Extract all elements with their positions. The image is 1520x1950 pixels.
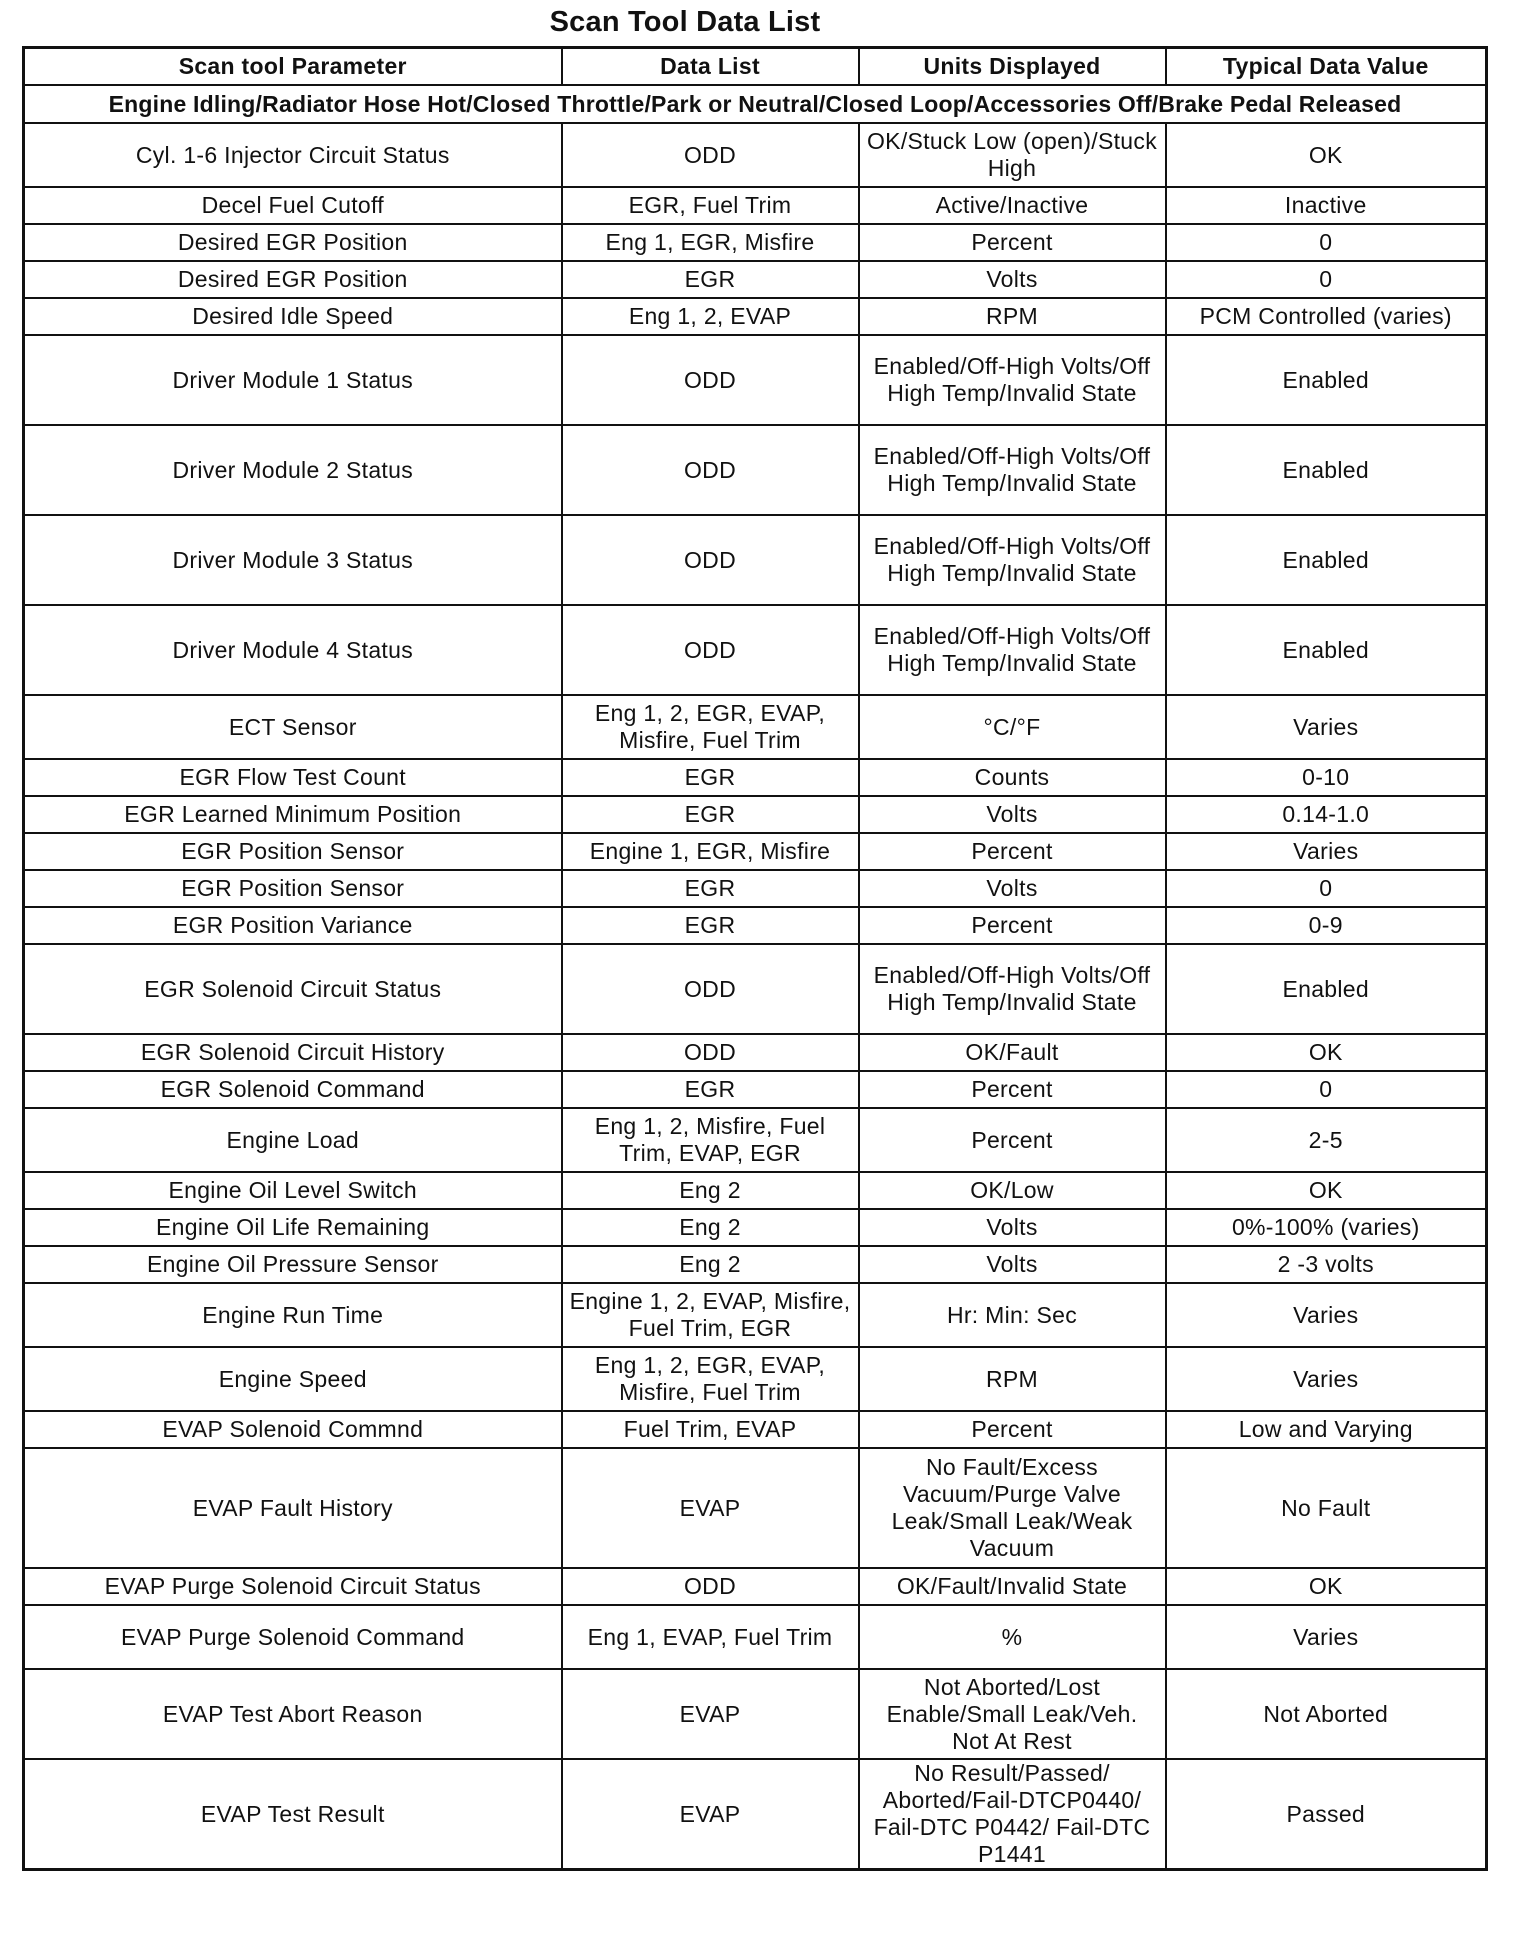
parameter-cell: EGR Solenoid Command [24,1071,562,1108]
typical-value-cell: OK [1166,123,1487,187]
units-displayed-cell: Volts [859,261,1166,298]
units-displayed-cell: Enabled/Off-High Volts/Off High Temp/Invalid State [859,944,1166,1034]
units-displayed-cell: Percent [859,224,1166,261]
parameter-cell: Driver Module 4 Status [24,605,562,695]
data-list-cell: Eng 1, 2, EVAP [562,298,859,335]
table-row [24,224,1487,261]
data-list-cell: Engine 1, 2, EVAP, Misfire, Fuel Trim, EGR [562,1283,859,1347]
table-row [24,1605,1487,1669]
units-displayed-cell: Counts [859,759,1166,796]
table-row [24,1034,1487,1071]
units-displayed-cell: OK/Stuck Low (open)/Stuck High [859,123,1166,187]
data-list-cell: ODD [562,944,859,1034]
units-displayed-cell: Not Aborted/Lost Enable/Small Leak/Veh. Not At Rest [859,1669,1166,1759]
units-displayed-cell: Percent [859,833,1166,870]
units-displayed-cell: OK/Fault [859,1034,1166,1071]
data-list-cell: EVAP [562,1759,859,1870]
data-list-cell: Eng 1, EGR, Misfire [562,224,859,261]
table-row [24,123,1487,187]
units-displayed-cell: Hr: Min: Sec [859,1283,1166,1347]
table-row [24,298,1487,335]
units-displayed-cell: Percent [859,1108,1166,1172]
units-displayed-cell: OK/Low [859,1172,1166,1209]
table-row [24,695,1487,759]
table-row [24,605,1487,695]
parameter-cell: Engine Speed [24,1347,562,1411]
parameter-cell: EGR Position Variance [24,907,562,944]
typical-value-cell: Enabled [1166,944,1487,1034]
header-scan-tool-parameter: Scan tool Parameter [24,48,562,86]
data-list-cell: Fuel Trim, EVAP [562,1411,859,1448]
units-displayed-cell: Volts [859,796,1166,833]
table-row [24,1108,1487,1172]
data-list-cell: EGR [562,1071,859,1108]
table-row [24,907,1487,944]
table-row [24,1568,1487,1605]
data-list-cell: Eng 2 [562,1209,859,1246]
parameter-cell: Engine Oil Level Switch [24,1172,562,1209]
typical-value-cell: 0 [1166,224,1487,261]
parameter-cell: ECT Sensor [24,695,562,759]
typical-value-cell: 2-5 [1166,1108,1487,1172]
data-list-cell: ODD [562,123,859,187]
table-row [24,759,1487,796]
data-list-cell: Eng 1, EVAP, Fuel Trim [562,1605,859,1669]
typical-value-cell: Varies [1166,1347,1487,1411]
typical-value-cell: Varies [1166,833,1487,870]
typical-value-cell: Enabled [1166,425,1487,515]
table-row [24,1347,1487,1411]
parameter-cell: Driver Module 1 Status [24,335,562,425]
parameter-cell: EGR Position Sensor [24,833,562,870]
typical-value-cell: OK [1166,1034,1487,1071]
data-list-cell: EGR, Fuel Trim [562,187,859,224]
data-list-cell: Eng 1, 2, EGR, EVAP, Misfire, Fuel Trim [562,695,859,759]
typical-value-cell: Enabled [1166,515,1487,605]
parameter-cell: EGR Learned Minimum Position [24,796,562,833]
data-list-cell: ODD [562,335,859,425]
data-list-cell: ODD [562,1034,859,1071]
typical-value-cell: Varies [1166,1283,1487,1347]
units-displayed-cell: RPM [859,1347,1166,1411]
parameter-cell: Engine Oil Life Remaining [24,1209,562,1246]
parameter-cell: Cyl. 1-6 Injector Circuit Status [24,123,562,187]
data-list-cell: EGR [562,907,859,944]
table-row [24,1172,1487,1209]
table-row [24,261,1487,298]
table-row [24,1246,1487,1283]
condition-row [24,85,1487,123]
units-displayed-cell: RPM [859,298,1166,335]
typical-value-cell: Not Aborted [1166,1669,1487,1759]
units-displayed-cell: °C/°F [859,695,1166,759]
parameter-cell: EGR Solenoid Circuit History [24,1034,562,1071]
parameter-cell: Desired EGR Position [24,224,562,261]
parameter-cell: EGR Position Sensor [24,870,562,907]
parameter-cell: EVAP Fault History [24,1448,562,1568]
typical-value-cell: Inactive [1166,187,1487,224]
typical-value-cell: 0 [1166,261,1487,298]
units-displayed-cell: Volts [859,870,1166,907]
data-list-cell: EGR [562,796,859,833]
header-row [24,48,1487,86]
units-displayed-cell: OK/Fault/Invalid State [859,1568,1166,1605]
typical-value-cell: 2 -3 volts [1166,1246,1487,1283]
table-body [24,85,1487,1870]
table-row [24,944,1487,1034]
header-typical-data-value: Typical Data Value [1166,48,1487,86]
parameter-cell: Desired EGR Position [24,261,562,298]
parameter-cell: EVAP Test Result [24,1759,562,1870]
data-list-cell: Eng 1, 2, Misfire, Fuel Trim, EVAP, EGR [562,1108,859,1172]
data-list-cell: ODD [562,1568,859,1605]
typical-value-cell: Enabled [1166,605,1487,695]
units-displayed-cell: Percent [859,1411,1166,1448]
units-displayed-cell: No Fault/Excess Vacuum/Purge Valve Leak/Small Leak/Weak Vacuum [859,1448,1166,1568]
data-list-cell: EGR [562,261,859,298]
header-data-list: Data List [562,48,859,86]
parameter-cell: Engine Load [24,1108,562,1172]
data-list-cell: EVAP [562,1448,859,1568]
operating-conditions: Engine Idling/Radiator Hose Hot/Closed Throttle/Park or Neutral/Closed Loop/Accessories Off/Brake Pedal Released [24,85,1487,123]
header-units-displayed: Units Displayed [859,48,1166,86]
parameter-cell: Engine Run Time [24,1283,562,1347]
parameter-cell: Engine Oil Pressure Sensor [24,1246,562,1283]
units-displayed-cell: Volts [859,1246,1166,1283]
parameter-cell: EGR Solenoid Circuit Status [24,944,562,1034]
data-list-cell: ODD [562,425,859,515]
page-title: Scan Tool Data List [549,6,821,38]
data-list-cell: EGR [562,870,859,907]
table-row [24,796,1487,833]
units-displayed-cell: Percent [859,1071,1166,1108]
data-list-cell: Eng 1, 2, EGR, EVAP, Misfire, Fuel Trim [562,1347,859,1411]
data-list-cell: Eng 2 [562,1246,859,1283]
units-displayed-cell: Enabled/Off-High Volts/Off High Temp/Invalid State [859,335,1166,425]
units-displayed-cell: Enabled/Off-High Volts/Off High Temp/Invalid State [859,515,1166,605]
units-displayed-cell: % [859,1605,1166,1669]
typical-value-cell: 0 [1166,1071,1487,1108]
typical-value-cell: Varies [1166,1605,1487,1669]
table-row [24,187,1487,224]
table-row [24,1283,1487,1347]
data-list-cell: EGR [562,759,859,796]
table-row [24,833,1487,870]
typical-value-cell: 0-9 [1166,907,1487,944]
typical-value-cell: 0 [1166,870,1487,907]
typical-value-cell: 0-10 [1166,759,1487,796]
table-row [24,515,1487,605]
table-row [24,1071,1487,1108]
typical-value-cell: No Fault [1166,1448,1487,1568]
table-row [24,1411,1487,1448]
table-row [24,335,1487,425]
typical-value-cell: Low and Varying [1166,1411,1487,1448]
parameter-cell: Desired Idle Speed [24,298,562,335]
data-list-cell: Engine 1, EGR, Misfire [562,833,859,870]
units-displayed-cell: Enabled/Off-High Volts/Off High Temp/Invalid State [859,605,1166,695]
data-list-cell: ODD [562,605,859,695]
typical-value-cell: OK [1166,1172,1487,1209]
typical-value-cell: 0%-100% (varies) [1166,1209,1487,1246]
typical-value-cell: OK [1166,1568,1487,1605]
units-displayed-cell: Enabled/Off-High Volts/Off High Temp/Invalid State [859,425,1166,515]
data-list-cell: EVAP [562,1669,859,1759]
typical-value-cell: Varies [1166,695,1487,759]
table-row [24,425,1487,515]
parameter-cell: Driver Module 2 Status [24,425,562,515]
units-displayed-cell: Volts [859,1209,1166,1246]
table-row [24,1759,1487,1870]
units-displayed-cell: No Result/Passed/ Aborted/Fail-DTCP0440/ Fail-DTC P0442/ Fail-DTC P1441 [859,1759,1166,1870]
table-row [24,1448,1487,1568]
typical-value-cell: PCM Controlled (varies) [1166,298,1487,335]
units-displayed-cell: Active/Inactive [859,187,1166,224]
typical-value-cell: Enabled [1166,335,1487,425]
typical-value-cell: 0.14-1.0 [1166,796,1487,833]
table-row [24,1669,1487,1759]
table-row [24,1209,1487,1246]
parameter-cell: EVAP Purge Solenoid Circuit Status [24,1568,562,1605]
table-row [24,870,1487,907]
parameter-cell: EVAP Solenoid Commnd [24,1411,562,1448]
parameter-cell: EVAP Purge Solenoid Command [24,1605,562,1669]
parameter-cell: EVAP Test Abort Reason [24,1669,562,1759]
scan-tool-data-table [22,46,1488,1871]
data-list-cell: ODD [562,515,859,605]
data-list-cell: Eng 2 [562,1172,859,1209]
parameter-cell: EGR Flow Test Count [24,759,562,796]
units-displayed-cell: Percent [859,907,1166,944]
parameter-cell: Decel Fuel Cutoff [24,187,562,224]
typical-value-cell: Passed [1166,1759,1487,1870]
parameter-cell: Driver Module 3 Status [24,515,562,605]
